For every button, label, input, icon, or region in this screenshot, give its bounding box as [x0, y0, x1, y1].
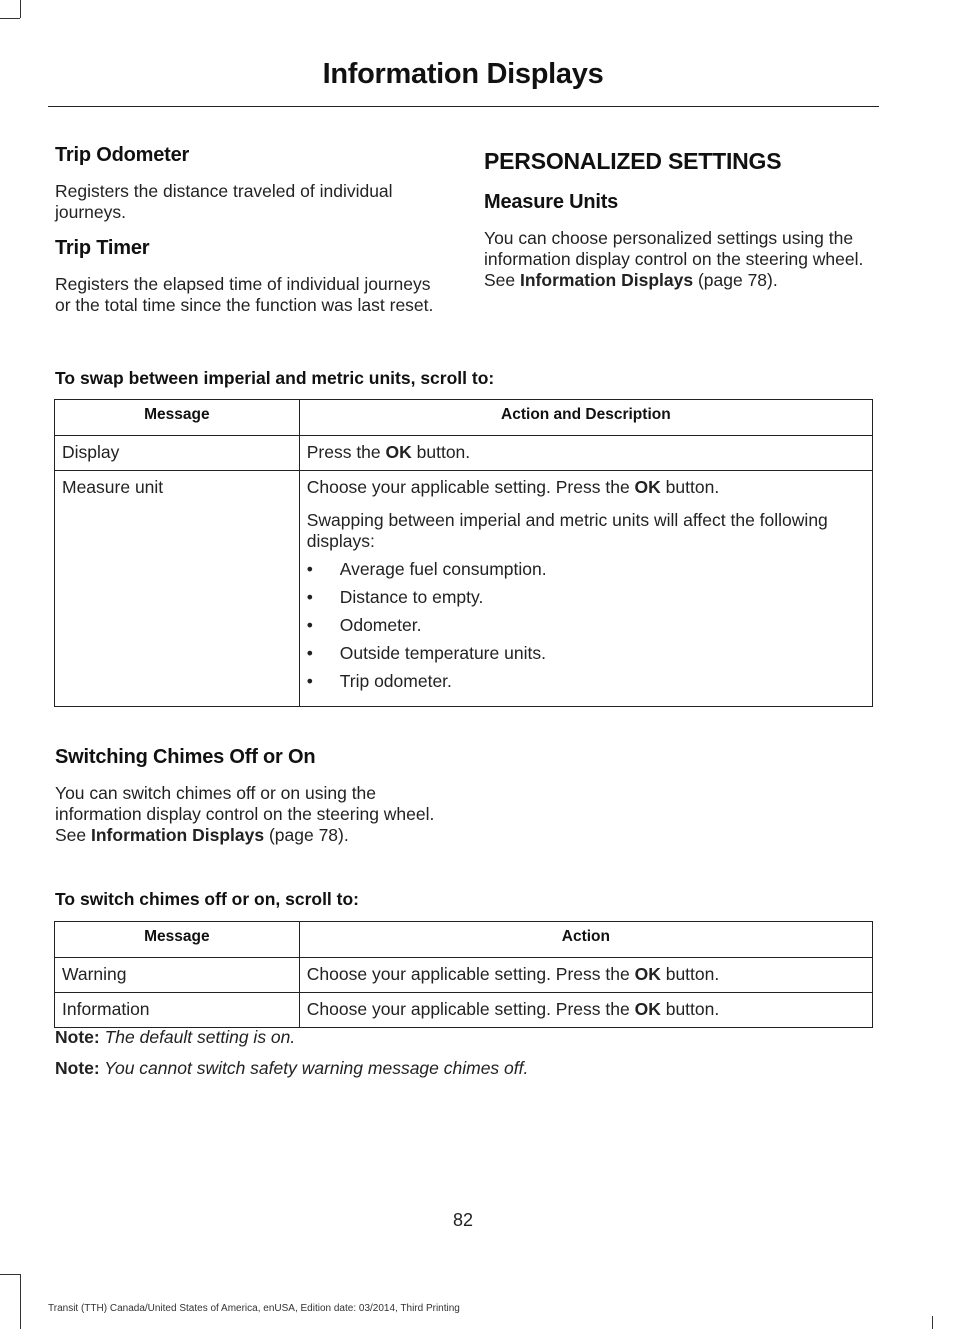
- action-text: [307, 477, 865, 498]
- message-cell: Information: [55, 993, 300, 1028]
- table-header-row: [55, 400, 873, 436]
- action-text: Press the: [306, 442, 386, 462]
- units-table: [54, 399, 873, 707]
- page-number: 82: [452, 1210, 474, 1230]
- ok-button-label: OK: [634, 964, 661, 984]
- note-text: The default setting is on.: [99, 1027, 296, 1047]
- page-title: Information Displays: [322, 58, 604, 90]
- page-reference: (page 78).: [264, 825, 349, 845]
- bullet-icon: •: [306, 615, 313, 635]
- chimes-section: [55, 746, 450, 846]
- ok-button-label: OK: [634, 477, 661, 497]
- column-header-action: Action and Description: [299, 400, 872, 436]
- list-item: [307, 587, 865, 615]
- crop-mark: [0, 18, 20, 19]
- list-item: [307, 671, 865, 699]
- trip-odometer-text: Registers the distance traveled of individual journeys.: [55, 181, 393, 222]
- description-text: Swapping between imperial and metric units will affect the following displays:: [306, 510, 828, 551]
- action-text: button.: [660, 964, 720, 984]
- note-label: Note:: [55, 1027, 100, 1047]
- footer-text: Transit (TTH) Canada/United States of America, enUSA, Edition date: 03/2014, Third Printing: [48, 1303, 460, 1314]
- table-header-row: [55, 922, 873, 958]
- chimes-text-body: You can switch chimes off or on using the information display control on the steering wheel. See: [55, 783, 435, 845]
- section-heading: PERSONALIZED SETTINGS: [484, 148, 782, 174]
- right-column: [484, 144, 874, 291]
- column-header-message: Message: [55, 400, 300, 436]
- column-header-message: Message: [55, 922, 300, 958]
- chimes-heading: Switching Chimes Off or On: [55, 746, 316, 768]
- information-displays-link[interactable]: Information Displays: [520, 270, 694, 290]
- units-table-caption: To swap between imperial and metric units, scroll to:: [55, 368, 495, 388]
- action-cell: [299, 471, 872, 707]
- table-row: [55, 471, 873, 707]
- title-divider: [48, 106, 879, 107]
- message-cell: Measure unit: [55, 471, 300, 707]
- note: [55, 1027, 295, 1048]
- crop-mark: [932, 1316, 933, 1329]
- action-cell: [299, 958, 872, 993]
- list-item: [307, 615, 865, 643]
- bullet-icon: •: [306, 643, 313, 663]
- trip-timer-heading: Trip Timer: [55, 237, 150, 259]
- table-row: [55, 993, 873, 1028]
- trip-timer-text: Registers the elapsed time of individual journeys or the total time since the function was last reset.: [55, 274, 434, 315]
- chimes-table: [54, 921, 873, 1028]
- ok-button-label: OK: [634, 999, 661, 1019]
- left-column: [55, 144, 450, 316]
- action-text: button.: [411, 442, 471, 462]
- list-item-text: Trip odometer.: [339, 671, 452, 691]
- list-item-text: Average fuel consumption.: [339, 559, 547, 579]
- action-cell: [299, 993, 872, 1028]
- chimes-text: [55, 783, 450, 846]
- measure-units-text-body: You can choose personalized settings using the information display control on the steering wheel. See: [484, 228, 864, 290]
- bullet-icon: •: [306, 587, 313, 607]
- list-item: [307, 559, 865, 587]
- trip-odometer-heading: Trip Odometer: [55, 144, 190, 166]
- note: [55, 1058, 528, 1079]
- action-text-pre: Choose your applicable setting. Press the: [306, 477, 635, 497]
- action-text-post: button.: [660, 477, 720, 497]
- note-text: You cannot switch safety warning message chimes off.: [99, 1058, 529, 1078]
- information-displays-link[interactable]: Information Displays: [91, 825, 265, 845]
- action-text: button.: [660, 999, 720, 1019]
- message-cell: Display: [55, 436, 300, 471]
- affected-displays-list: [307, 559, 865, 699]
- table-row: [55, 436, 873, 471]
- bullet-icon: •: [306, 671, 313, 691]
- action-text: Choose your applicable setting. Press the: [306, 964, 635, 984]
- list-item-text: Outside temperature units.: [339, 643, 546, 663]
- measure-units-text: [484, 228, 874, 291]
- action-text: Choose your applicable setting. Press the: [306, 999, 635, 1019]
- message-cell: Warning: [55, 958, 300, 993]
- crop-mark: [20, 0, 21, 18]
- measure-units-heading: Measure Units: [484, 191, 619, 213]
- ok-button-label: OK: [385, 442, 412, 462]
- chimes-table-caption: To switch chimes off or on, scroll to:: [55, 889, 360, 909]
- list-item-text: Distance to empty.: [339, 587, 484, 607]
- note-label: Note:: [55, 1058, 100, 1078]
- table-row: [55, 958, 873, 993]
- list-item-text: Odometer.: [339, 615, 422, 635]
- page-reference: (page 78).: [693, 270, 778, 290]
- column-header-action: Action: [299, 922, 872, 958]
- list-item: [307, 643, 865, 671]
- action-cell: [299, 436, 872, 471]
- crop-mark: [0, 1274, 20, 1275]
- bullet-icon: •: [306, 559, 313, 579]
- crop-mark: [20, 1274, 21, 1329]
